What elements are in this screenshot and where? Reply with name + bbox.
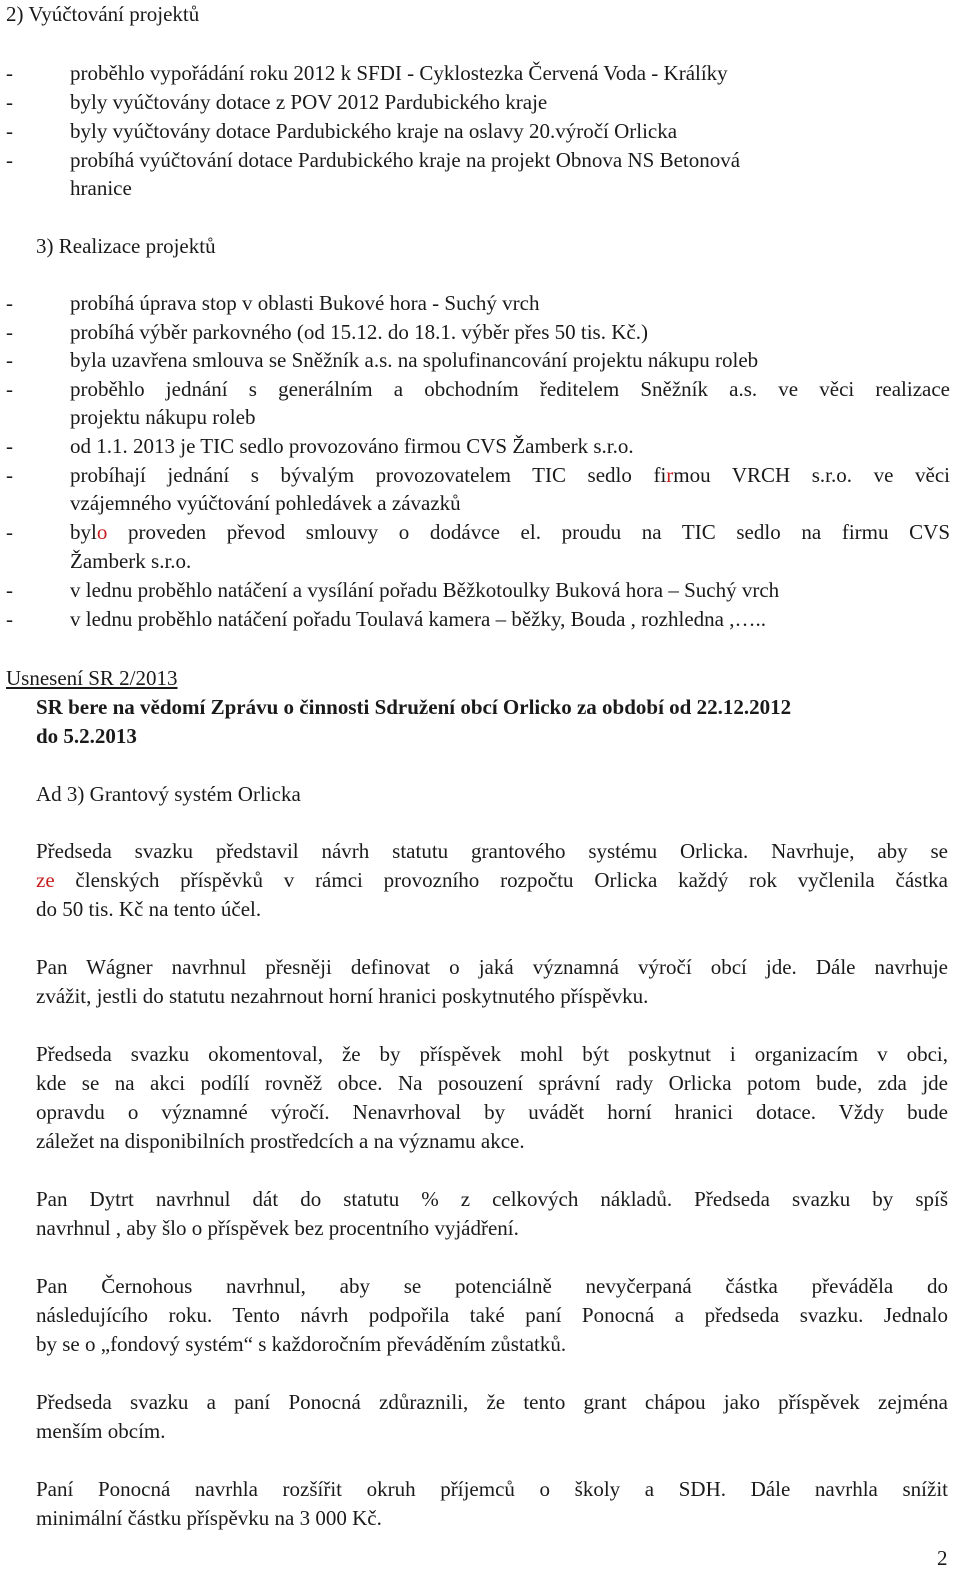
list-dash: - xyxy=(6,607,13,631)
list-item-continuation: projektu nákupu roleb xyxy=(70,405,256,429)
paragraph-line: Pan Dytrt navrhnul dát do statutu % z celkových nákladů. Předseda svazku by spíš xyxy=(36,1187,948,1211)
list-item xyxy=(0,519,960,545)
paragraph-line: Pan Wágner navrhnul přesněji definovat o jaká významná výročí obcí jde. Dále navrhuje xyxy=(36,955,948,979)
list-dash: - xyxy=(6,463,13,487)
list-item xyxy=(0,89,960,115)
list-item-text: v lednu proběhlo natáčení pořadu Toulavá kamera – běžky, Bouda , rozhledna ,….. xyxy=(70,607,766,631)
paragraph-line: navrhnul , aby šlo o příspěvek bez procentního vyjádření. xyxy=(36,1216,519,1240)
section-3-heading: 3) Realizace projektů xyxy=(36,234,216,258)
page-number: 2 xyxy=(937,1546,948,1570)
paragraph-line: zvážit, jestli do statutu nezahrnout horní hranici poskytnutého příspěvku. xyxy=(36,984,649,1008)
list-item-text: od 1.1. 2013 je TIC sedlo provozováno firmou CVS Žamberk s.r.o. xyxy=(70,434,634,458)
list-item xyxy=(0,433,960,459)
ad3-heading: Ad 3) Grantový systém Orlicka xyxy=(36,782,301,806)
list-item xyxy=(0,290,960,316)
paragraph-line: následujícího roku. Tento návrh podpořila také paní Ponocná a předseda svazku. Jednalo xyxy=(36,1303,948,1327)
list-item xyxy=(0,376,960,402)
paragraph-line: kde se na akci podílí rovněž obce. Na posouzení správní rady Orlicka potom bude, zda jde xyxy=(36,1071,948,1095)
list-item-continuation: hranice xyxy=(70,176,132,200)
paragraph-line: by se o „fondový systém“ s každoročním převáděním zůstatků. xyxy=(36,1332,567,1356)
list-item-text: byly vyúčtovány dotace z POV 2012 Pardubického kraje xyxy=(70,90,548,114)
paragraph-line: do 50 tis. Kč na tento účel. xyxy=(36,897,262,921)
list-dash: - xyxy=(6,119,13,143)
resolution-title: Usnesení SR 2/2013 xyxy=(6,666,178,690)
list-dash: - xyxy=(6,578,13,602)
list-item-text: byly vyúčtovány dotace Pardubického kraje na oslavy 20.výročí Orlicka xyxy=(70,119,678,143)
list-item-text: proběhlo jednání s generálním a obchodním ředitelem Sněžník a.s. ve věci realizace xyxy=(70,377,950,401)
list-item-text: bylo proveden převod smlouvy o dodávce el. proudu na TIC sedlo na firmu CVS xyxy=(70,520,950,544)
list-item-text: probíhá úprava stop v oblasti Bukové hora - Suchý vrch xyxy=(70,291,540,315)
list-item-text: byla uzavřena smlouva se Sněžník a.s. na spolufinancování projektu nákupu roleb xyxy=(70,348,759,372)
list-item xyxy=(0,606,960,632)
list-dash: - xyxy=(6,148,13,172)
paragraph-line: Předseda svazku a paní Ponocná zdůraznili, že tento grant chápou jako příspěvek zejména xyxy=(36,1390,948,1414)
list-dash: - xyxy=(6,90,13,114)
resolution-text: SR bere na vědomí Zprávu o činnosti Sdružení obcí Orlicko za období od 22.12.2012 xyxy=(36,695,792,719)
list-dash: - xyxy=(6,320,13,344)
paragraph-line: ze členských příspěvků v rámci provozního rozpočtu Orlicka každý rok vyčlenila částka xyxy=(36,868,948,892)
list-dash: - xyxy=(6,434,13,458)
list-dash: - xyxy=(6,291,13,315)
list-item xyxy=(0,347,960,373)
list-item-text: probíhá vyúčtování dotace Pardubického kraje na projekt Obnova NS Betonová xyxy=(70,148,741,172)
list-item-continuation: vzájemného vyúčtování pohledávek a závazků xyxy=(70,491,461,515)
list-dash: - xyxy=(6,377,13,401)
list-dash: - xyxy=(6,61,13,85)
section-2-heading: 2) Vyúčtování projektů xyxy=(6,2,200,26)
paragraph-line: Předseda svazku okomentoval, že by příspěvek mohl být poskytnut i organizacím v obci, xyxy=(36,1042,948,1066)
paragraph-line: Pan Černohous navrhnul, aby se potenciálně nevyčerpaná částka převáděla do xyxy=(36,1274,948,1298)
list-item-text: proběhlo vypořádání roku 2012 k SFDI - Cyklostezka Červená Voda - Králíky xyxy=(70,61,728,85)
paragraph-line: opravdu o významné výročí. Nenavrhoval by uvádět horní hranici dotace. Vždy bude xyxy=(36,1100,948,1124)
list-item-continuation: Žamberk s.r.o. xyxy=(70,549,192,573)
paragraph-line: Předseda svazku představil návrh statutu grantového systému Orlicka. Navrhuje, aby se xyxy=(36,839,948,863)
list-item xyxy=(0,60,960,86)
list-item-text: probíhají jednání s bývalým provozovatelem TIC sedlo firmou VRCH s.r.o. ve věci xyxy=(70,463,950,487)
paragraph-line: minimální částku příspěvku na 3 000 Kč. xyxy=(36,1506,382,1530)
paragraph-line: Paní Ponocná navrhla rozšířit okruh příjemců o školy a SDH. Dále navrhla snížit xyxy=(36,1477,948,1501)
list-item xyxy=(0,462,960,488)
list-item xyxy=(0,577,960,603)
list-item xyxy=(0,319,960,345)
list-item xyxy=(0,147,960,173)
paragraph-line: menším obcím. xyxy=(36,1419,166,1443)
list-dash: - xyxy=(6,520,13,544)
list-item xyxy=(0,118,960,144)
resolution-text-continuation: do 5.2.2013 xyxy=(36,724,137,748)
list-item-text: v lednu proběhlo natáčení a vysílání pořadu Běžkotoulky Buková hora – Suchý vrch xyxy=(70,578,780,602)
list-item-text: probíhá výběr parkovného (od 15.12. do 18.1. výběr přes 50 tis. Kč.) xyxy=(70,320,648,344)
paragraph-line: záležet na disponibilních prostředcích a na významu akce. xyxy=(36,1129,525,1153)
list-dash: - xyxy=(6,348,13,372)
